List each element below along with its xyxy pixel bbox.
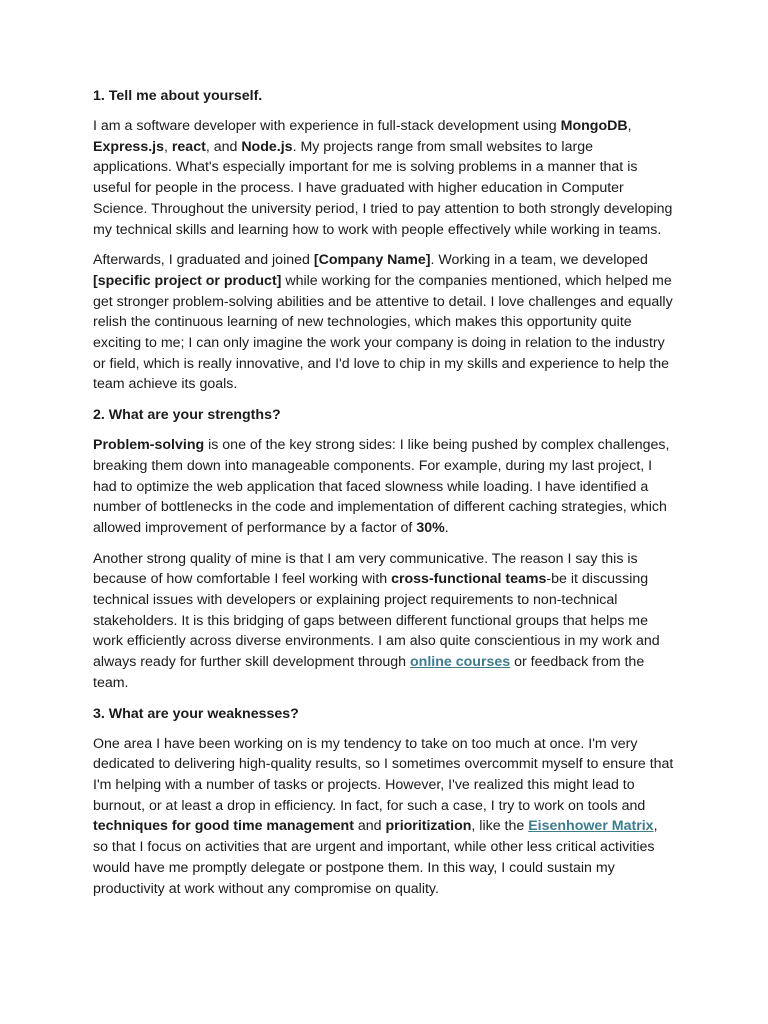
bold-text: Express.js	[93, 138, 164, 155]
bold-text: MongoDB	[560, 118, 628, 134]
online-courses-link[interactable]: online courses	[410, 654, 511, 671]
text-run: One area I have been working on is my tendency to take on too much at once. I'm very dedicated to delivering high-quality results, so I sometimes overcommit myself to ensure that I'm helping with a number of tasks or projects. However, I've realized this might lead to burnout, or at least a drop in efficiency. In fact, for such a case, I try to work on tools and	[93, 735, 674, 814]
bold-text: 30%	[416, 519, 445, 536]
text-run: Afterwards, I graduated and joined	[93, 252, 314, 269]
text-run: while working for the companies mentioned, which helped me get stronger problem-solving abilities and be attentive to detail. I love challenges and equally relish the continuous learning of new technologies, which makes this opportunity quite exciting to me; I can only imagine the work your company is doing in relation to the industry or field, which is really innovative, and I'd love to chip in my skills and experience to help the team achieve its goals.	[93, 272, 673, 393]
question-heading-3: 3. What are your weaknesses?	[93, 705, 299, 722]
text-run: or feedback from the team.	[93, 654, 645, 691]
bold-text: Node.js	[241, 138, 293, 155]
bold-text: prioritization	[385, 818, 472, 835]
answer-paragraph	[93, 250, 675, 395]
text-run: and	[353, 818, 386, 835]
question-heading-2: 2. What are your strengths?	[93, 407, 281, 424]
answer-paragraph	[93, 435, 675, 539]
bold-text: [specific project or product]	[93, 272, 282, 289]
text-run: -be it discussing technical issues with developers or explaining project requirements to non-technical stakeholders. It is this bridging of gaps between different functional groups that helps me work efficiently across diverse environments. I am also quite conscientious in my work and always ready for further skill development through	[93, 571, 660, 671]
bold-text: cross-functional teams	[391, 571, 547, 588]
text-run: ,	[164, 138, 172, 155]
bold-text: techniques for good time management	[93, 818, 354, 835]
text-run: ,	[627, 118, 632, 134]
bold-text: [Company Name]	[313, 252, 431, 269]
text-run: , and	[205, 138, 242, 155]
answer-paragraph	[93, 734, 675, 900]
bold-text: Problem-solving	[93, 437, 205, 454]
text-run: .	[444, 519, 449, 536]
question-heading-1: 1. Tell me about yourself.	[93, 88, 263, 104]
text-run: . My projects range from small websites to large applications. What's especially important for me is solving problems in a manner that is useful for people in the process. I have graduated with higher education in Computer Science. Throughout the university period, I tried to pay attention to both strongly developing my technical skills and learning how to work with people effectively while working in teams.	[93, 138, 673, 238]
text-run: is one of the key strong sides: I like being pushed by complex challenges, breaking them down into manageable components. For example, during my last project, I had to optimize the web application that faced slowness while loading. I have identified a number of bottlenecks in the code and implementation of different caching strategies, which allowed improvement of performance by a factor of	[93, 437, 670, 536]
eisenhower-matrix-link[interactable]: Eisenhower Matrix	[528, 818, 654, 835]
text-run: , so that I focus on activities that are urgent and important, while other less critical activities would have me promptly delegate or postpone them. In this way, I could sustain my productivity at work without any compromise on quality.	[93, 818, 658, 897]
text-run: , like the	[471, 818, 529, 835]
answer-paragraph	[93, 549, 675, 694]
text-run: Another strong quality of mine is that I am very communicative. The reason I say this is because of how comfortable I feel working with	[93, 550, 638, 588]
bold-text: react	[171, 138, 206, 155]
text-run: . Working in a team, we developed	[430, 252, 648, 269]
text-run: I am a software developer with experience in full-stack development using	[93, 118, 561, 134]
answer-paragraph	[93, 116, 675, 240]
